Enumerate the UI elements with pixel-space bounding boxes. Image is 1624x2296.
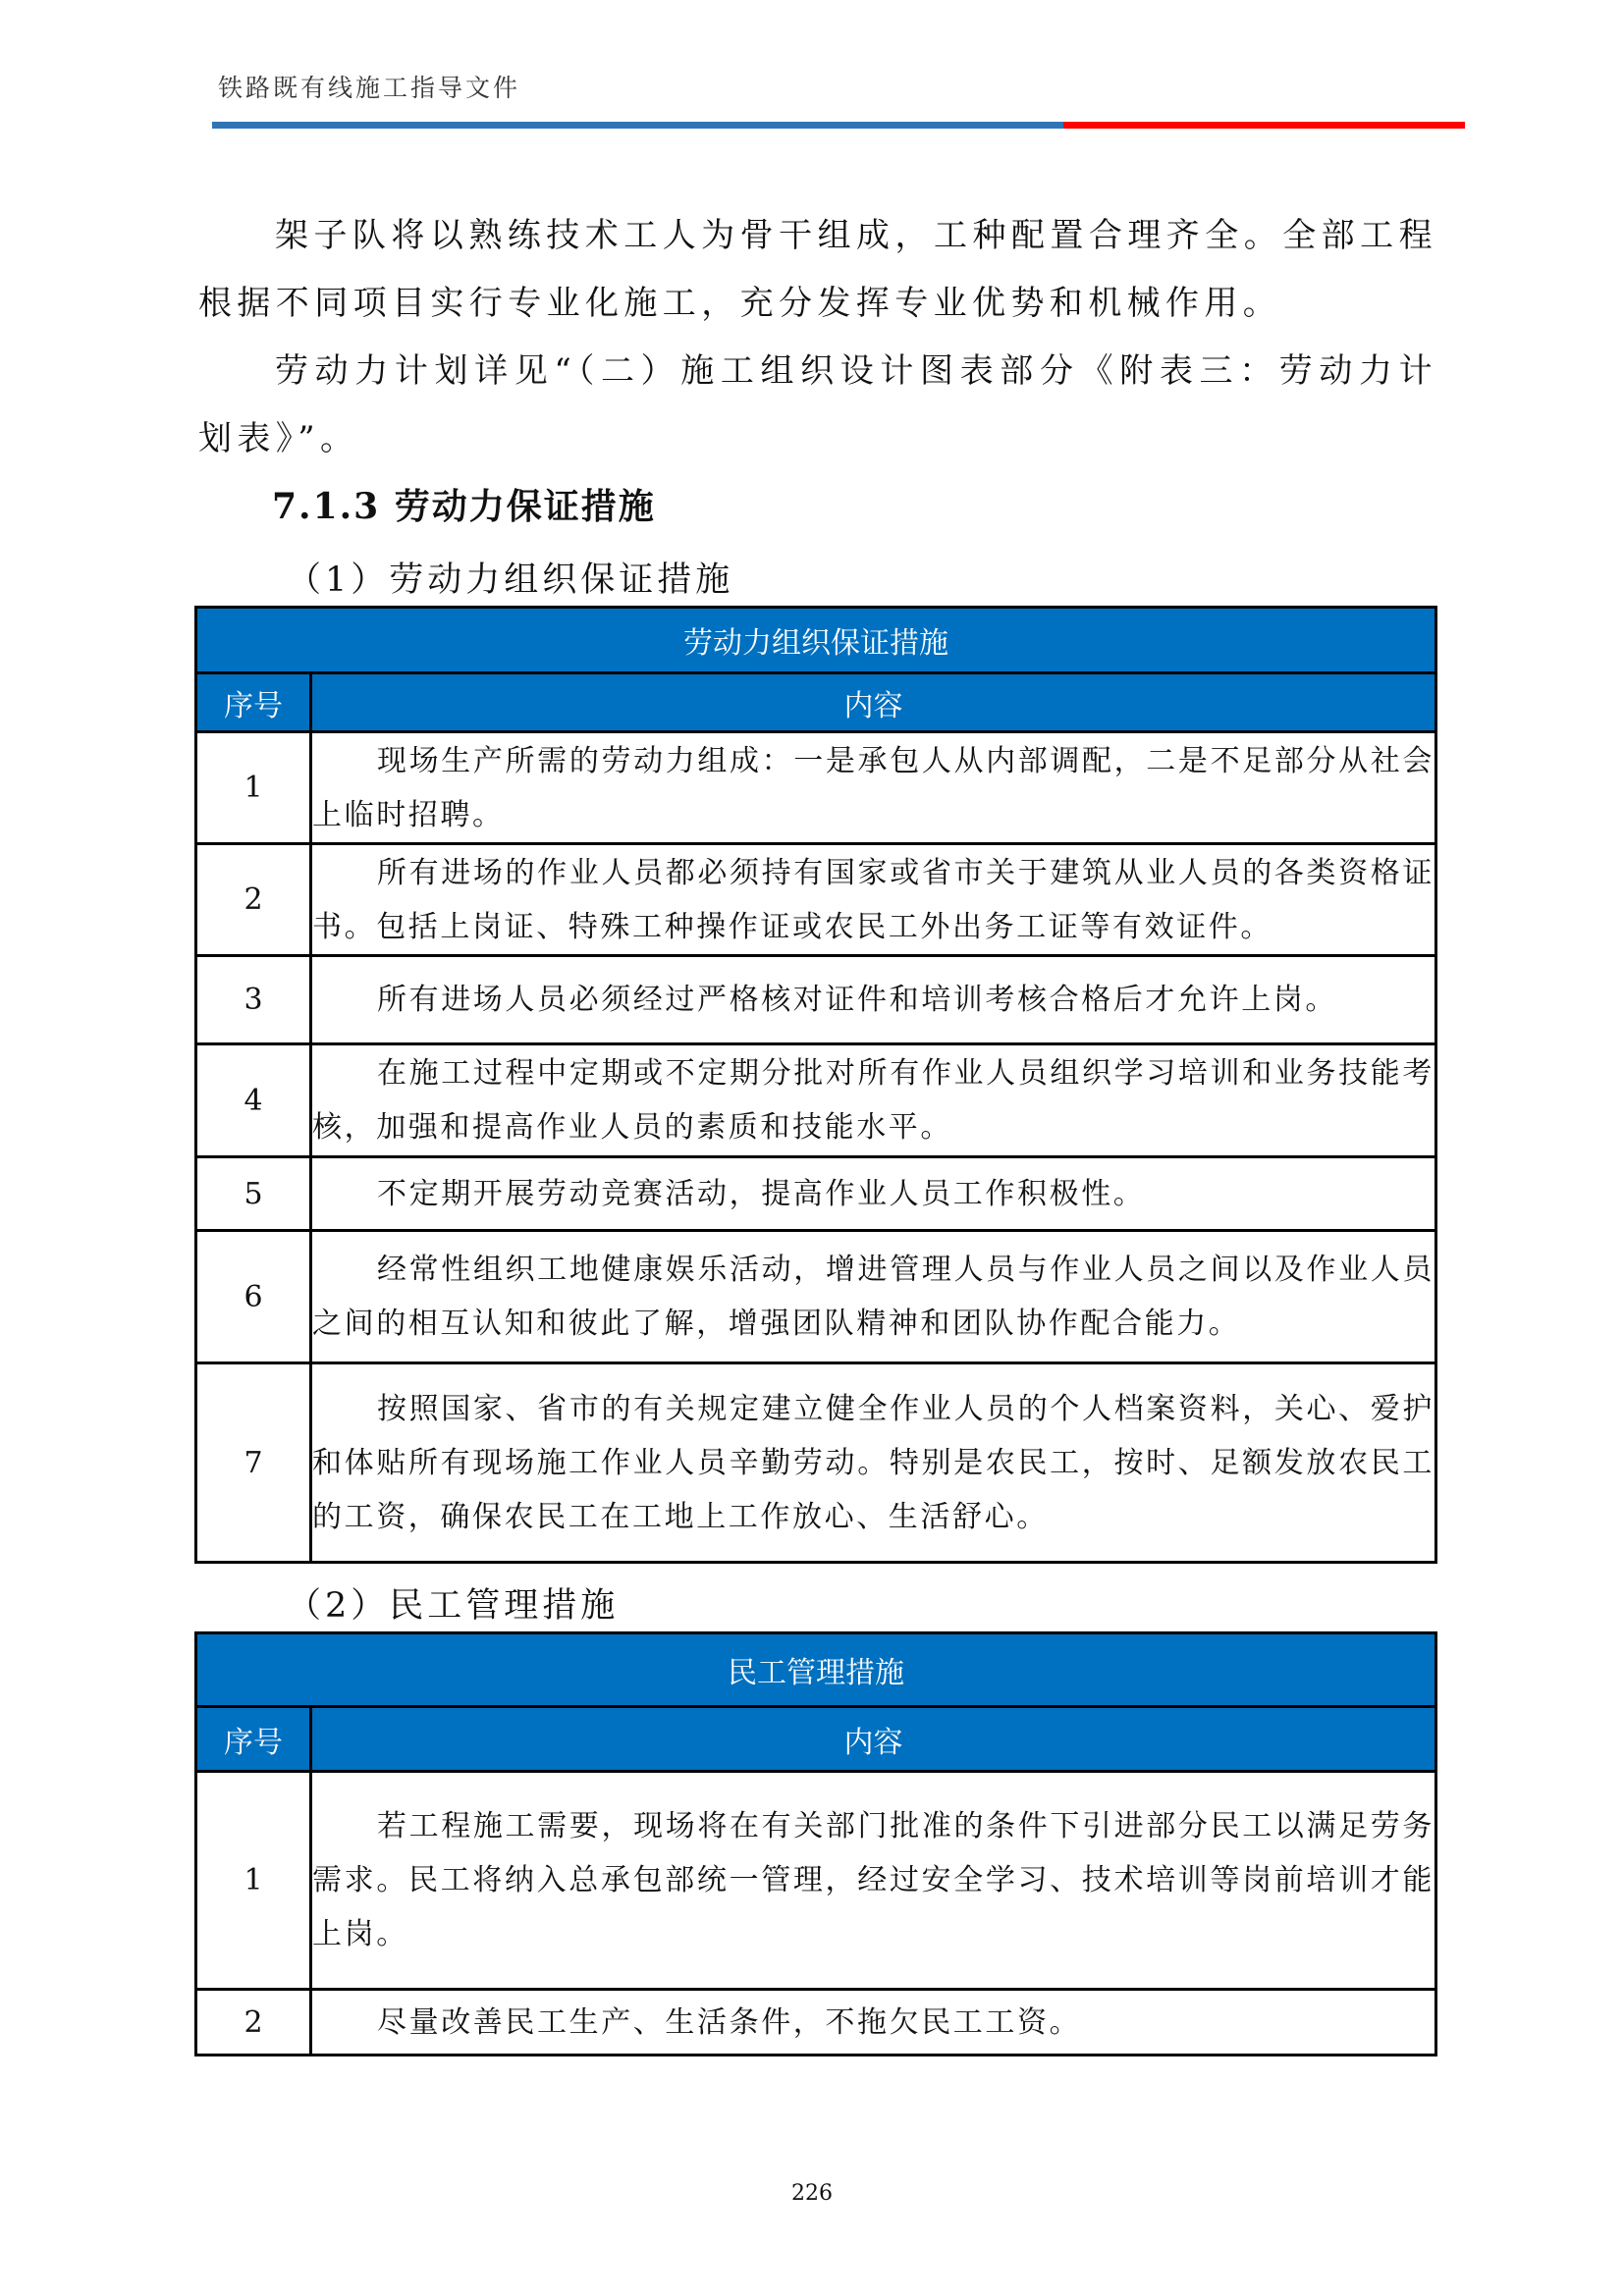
row-content: 若工程施工需要，现场将在有关部门批准的条件下引进部分民工以满足劳务需求。民工将纳入总承包部统一管理，经过安全学习、技术培训等岗前培训才能上岗。 (311, 1772, 1436, 1990)
table-row (196, 1044, 1436, 1157)
migrant-worker-table (194, 1631, 1437, 2056)
row-number: 1 (196, 1772, 311, 1990)
header-rule-red (1063, 122, 1465, 129)
row-content: 尽量改善民工生产、生活条件，不拖欠民工工资。 (311, 1990, 1436, 2056)
section-heading: 7.1.3 劳动力保证措施 (272, 486, 656, 527)
table1-caption: （1）劳动力组织保证措施 (287, 561, 734, 600)
row-number: 7 (196, 1363, 311, 1563)
header-rule-blue (212, 122, 1063, 129)
table2-caption: （2）民工管理措施 (287, 1586, 620, 1626)
row-content: 经常性组织工地健康娱乐活动，增进管理人员与作业人员之间以及作业人员之间的相互认知和彼此了解，增强团队精神和团队协作配合能力。 (311, 1231, 1436, 1363)
running-header: 铁路既有线施工指导文件 (218, 74, 521, 102)
column-header-no: 序号 (196, 673, 311, 732)
row-number: 3 (196, 956, 311, 1044)
row-content: 现场生产所需的劳动力组成：一是承包人从内部调配，二是不足部分从社会上临时招聘。 (311, 732, 1436, 844)
table-row (196, 1990, 1436, 2056)
row-number: 5 (196, 1157, 311, 1231)
row-number: 2 (196, 1990, 311, 2056)
table-row (196, 1363, 1436, 1563)
table-row (196, 1157, 1436, 1231)
paragraph: 架子队将以熟练技术工人为骨干组成，工种配置合理齐全。全部工程根据不同项目实行专业化施工，充分发挥专业优势和机械作用。 (198, 216, 1437, 323)
table-title: 民工管理措施 (196, 1633, 1436, 1707)
table-row (196, 844, 1436, 956)
row-number: 6 (196, 1231, 311, 1363)
paragraph: 劳动力计划详见“（二）施工组织设计图表部分《附表三：劳动力计划表》”。 (198, 351, 1437, 458)
row-content: 不定期开展劳动竞赛活动，提高作业人员工作积极性。 (311, 1157, 1436, 1231)
column-header-no: 序号 (196, 1707, 311, 1772)
row-content: 所有进场的作业人员都必须持有国家或省市关于建筑从业人员的各类资格证书。包括上岗证、特殊工种操作证或农民工外出务工证等有效证件。 (311, 844, 1436, 956)
table-row (196, 732, 1436, 844)
column-header-content: 内容 (311, 673, 1436, 732)
row-number: 1 (196, 732, 311, 844)
row-content: 在施工过程中定期或不定期分批对所有作业人员组织学习培训和业务技能考核，加强和提高作业人员的素质和技能水平。 (311, 1044, 1436, 1157)
page-number: 226 (791, 2181, 833, 2206)
table-row (196, 1231, 1436, 1363)
row-number: 2 (196, 844, 311, 956)
row-content: 所有进场人员必须经过严格核对证件和培训考核合格后才允许上岗。 (311, 956, 1436, 1044)
row-number: 4 (196, 1044, 311, 1157)
row-content: 按照国家、省市的有关规定建立健全作业人员的个人档案资料，关心、爱护和体贴所有现场施工作业人员辛勤劳动。特别是农民工，按时、足额发放农民工的工资，确保农民工在工地上工作放心、生活舒心。 (311, 1363, 1436, 1563)
column-header-content: 内容 (311, 1707, 1436, 1772)
table-row (196, 1772, 1436, 1990)
table-title: 劳动力组织保证措施 (196, 608, 1436, 673)
table-row (196, 956, 1436, 1044)
labor-organization-table (194, 606, 1437, 1564)
